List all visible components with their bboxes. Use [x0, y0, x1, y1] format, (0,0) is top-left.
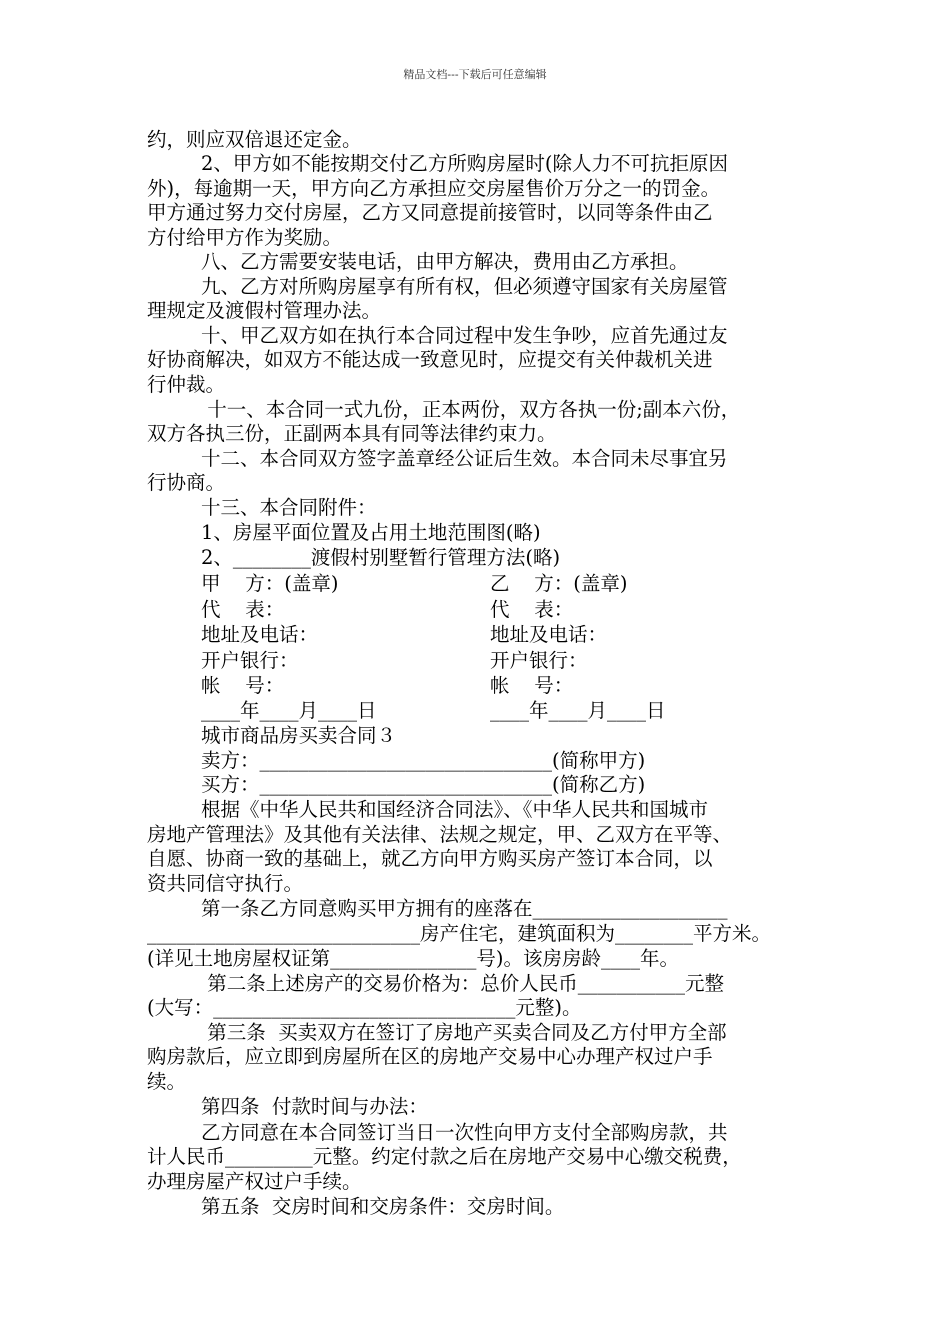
text-line: 自愿、协商一致的基础上，就乙方向甲方购买房产签订本合同，以 — [147, 847, 713, 870]
text-line: 第四条 付款时间与办法： — [201, 1095, 428, 1118]
text-line: 行仲裁。 — [147, 373, 226, 396]
text-line: 第三条 买卖双方在签订了房地产买卖合同及乙方付甲方全部 — [201, 1021, 727, 1044]
party-b-representative: 代 表： — [490, 598, 574, 621]
text-line: 十、甲乙双方如在执行本合同过程中发生争吵，应首先通过友 — [201, 324, 728, 347]
text-line: 根据《中华人民共和国经济合同法》、《中华人民共和国城市 — [201, 798, 709, 821]
text-line: 双方各执三份，正副两本具有同等法律约束力。 — [147, 422, 557, 445]
text-line: 1、房屋平面位置及占用土地范围图(略) — [201, 521, 541, 544]
text-line: 好协商解决，如双方不能达成一致意见时，应提交有关仲裁机关进 — [147, 348, 713, 371]
party-a-bank: 开户银行： — [201, 649, 299, 672]
party-a-address: 地址及电话： — [201, 623, 319, 646]
party-b-address: 地址及电话： — [490, 623, 608, 646]
page-header: 精品文档---下载后可任意编辑 — [403, 68, 547, 81]
text-line: 理规定及渡假村管理办法。 — [147, 299, 382, 322]
buyer-line: 买方：______________________________(简称乙方) — [201, 773, 646, 796]
text-line: 十三、本合同附件： — [201, 496, 377, 519]
text-line: 房地产管理法》及其他有关法律、法规之规定，甲、乙双方在平等、 — [147, 823, 733, 846]
seller-line: 卖方：______________________________(简称甲方) — [201, 749, 646, 772]
party-b-seal: 乙 方：(盖章) — [490, 572, 628, 595]
text-line: 乙方同意在本合同签订当日一次性向甲方支付全部购房款，共 — [201, 1121, 728, 1144]
text-line: 八、乙方需要安装电话，由甲方解决，费用由乙方承担。 — [201, 250, 689, 273]
party-a-seal: 甲 方：(盖章) — [201, 572, 339, 595]
text-line: (大写：_______________________________元整)。 — [147, 996, 582, 1019]
text-line: (详见土地房屋权证第_______________号)。该房房龄____年。 — [147, 947, 679, 970]
text-line: 办理房屋产权过户手续。 — [147, 1170, 362, 1193]
text-line: 行协商。 — [147, 471, 226, 494]
text-line: 甲方通过努力交付房屋，乙方又同意提前接管时，以同等条件由乙 — [147, 201, 713, 224]
text-line: 购房款后，应立即到房屋所在区的房地产交易中心办理产权过户手 — [147, 1045, 713, 1068]
text-line: 计人民币_________元整。约定付款之后在房地产交易中心缴交税费， — [147, 1145, 742, 1168]
text-line: ____________________________房产住宅，建筑面积为________平方米。 — [147, 922, 772, 945]
text-line: 第五条 交房时间和交房条件：交房时间。 — [201, 1195, 565, 1218]
text-line: 约，则应双倍退还定金。 — [147, 128, 362, 151]
text-line: 十一、本合同一式九份，正本两份，双方各执一份;副本六份， — [201, 398, 741, 421]
text-line: 十二、本合同双方签字盖章经公证后生效。本合同未尽事宜另 — [201, 447, 728, 470]
text-line: 外)，每逾期一天，甲方向乙方承担应交房屋售价万分之一的罚金。 — [147, 177, 721, 200]
party-b-account: 帐 号： — [490, 674, 574, 697]
party-a-representative: 代 表： — [201, 598, 285, 621]
text-line: 2、________渡假村别墅暂行管理方法(略) — [201, 546, 561, 569]
party-b-bank: 开户银行： — [490, 649, 588, 672]
text-line: 资共同信守执行。 — [147, 872, 304, 895]
text-line: 续。 — [147, 1070, 187, 1093]
party-a-account: 帐 号： — [201, 674, 285, 697]
text-line: 第二条上述房产的交易价格为：总价人民币___________元整 — [201, 972, 724, 995]
party-b-date: ____年____月____日 — [490, 699, 666, 722]
text-line: 方付给甲方作为奖励。 — [147, 226, 343, 249]
text-line: 第一条乙方同意购买甲方拥有的座落在____________________ — [201, 897, 728, 920]
text-line: 九、乙方对所购房屋享有所有权，但必须遵守国家有关房屋管 — [201, 275, 728, 298]
text-line: 2、甲方如不能按期交付乙方所购房屋时(除人力不可抗拒原因 — [201, 152, 729, 175]
contract-title: 城市商品房买卖合同３ — [201, 724, 397, 747]
party-a-date: ____年____月____日 — [201, 699, 377, 722]
